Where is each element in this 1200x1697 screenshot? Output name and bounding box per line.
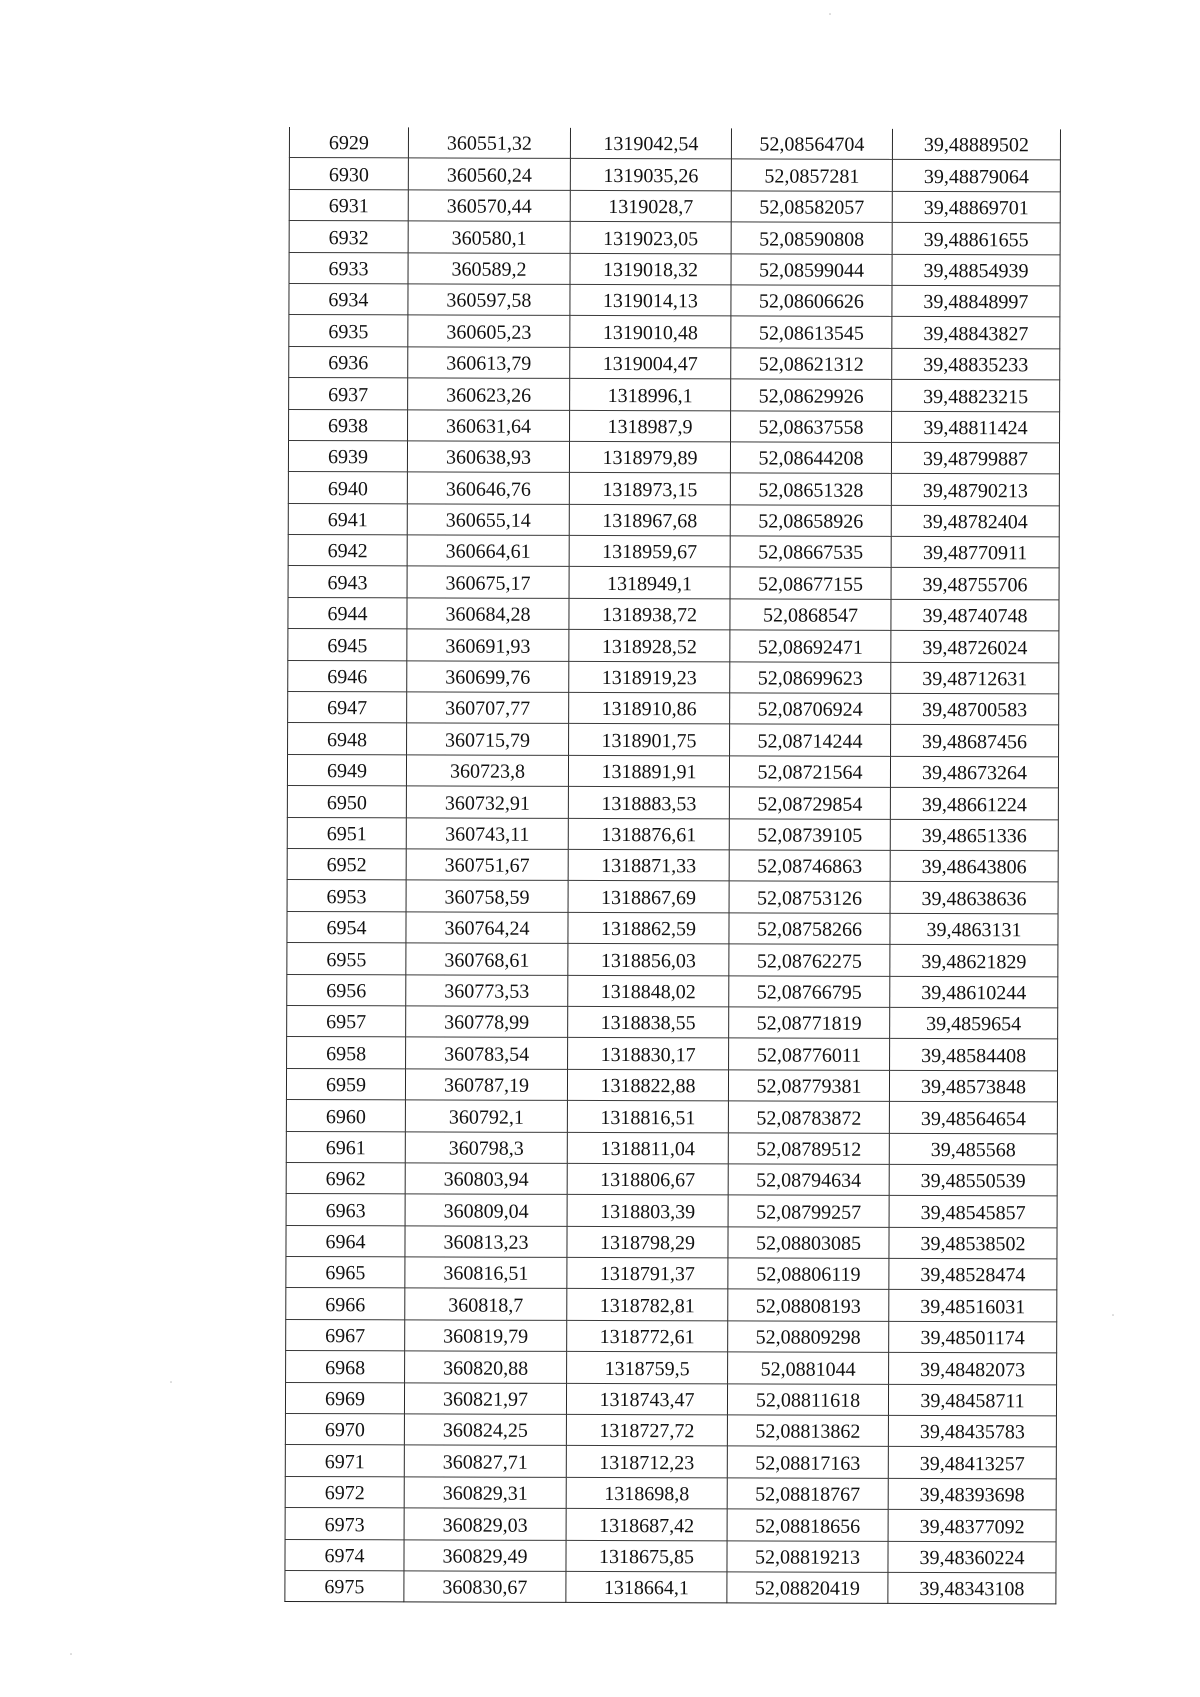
table-row xyxy=(287,754,1058,788)
x-coordinate-cell: 360778,99 xyxy=(406,1006,568,1038)
x-coordinate-cell: 360829,03 xyxy=(404,1508,566,1540)
y-coordinate-cell: 1318996,1 xyxy=(570,379,731,411)
y-coordinate-cell: 1318973,15 xyxy=(569,473,730,505)
point-number-cell: 6947 xyxy=(288,692,407,724)
point-number-cell: 6934 xyxy=(289,283,408,315)
longitude-cell: 39,48377092 xyxy=(888,1510,1056,1542)
latitude-cell: 52,08714244 xyxy=(730,724,891,756)
table-row xyxy=(288,597,1059,631)
point-number-cell: 6960 xyxy=(286,1100,405,1132)
y-coordinate-cell: 1318876,61 xyxy=(568,818,729,850)
latitude-cell: 52,0857281 xyxy=(731,159,892,191)
longitude-cell: 39,48564654 xyxy=(889,1102,1057,1134)
y-coordinate-cell: 1319014,13 xyxy=(570,284,731,316)
latitude-cell: 52,08753126 xyxy=(729,881,890,913)
table-row xyxy=(286,1225,1057,1259)
y-coordinate-cell: 1318848,02 xyxy=(568,975,729,1007)
x-coordinate-cell: 360830,67 xyxy=(404,1571,566,1603)
longitude-cell: 39,48811424 xyxy=(892,411,1060,443)
x-coordinate-cell: 360646,76 xyxy=(407,472,569,504)
x-coordinate-cell: 360827,71 xyxy=(404,1445,566,1477)
y-coordinate-cell: 1318772,61 xyxy=(567,1320,728,1352)
point-number-cell: 6972 xyxy=(285,1476,404,1508)
point-number-cell: 6930 xyxy=(289,158,408,190)
latitude-cell: 52,08806119 xyxy=(728,1258,889,1290)
y-coordinate-cell: 1318919,23 xyxy=(569,661,730,693)
x-coordinate-cell: 360787,19 xyxy=(405,1069,567,1101)
longitude-cell: 39,48790213 xyxy=(891,474,1059,506)
x-coordinate-cell: 360783,54 xyxy=(406,1037,568,1069)
longitude-cell: 39,48687456 xyxy=(891,725,1059,757)
x-coordinate-cell: 360655,14 xyxy=(407,504,569,536)
latitude-cell: 52,08783872 xyxy=(728,1101,889,1133)
table-row xyxy=(288,472,1059,506)
x-coordinate-cell: 360809,04 xyxy=(405,1194,567,1226)
point-number-cell: 6956 xyxy=(287,974,406,1006)
x-coordinate-cell: 360821,97 xyxy=(404,1382,566,1414)
latitude-cell: 52,08729854 xyxy=(729,787,890,819)
latitude-cell: 52,08613545 xyxy=(731,316,892,348)
y-coordinate-cell: 1319035,26 xyxy=(570,159,731,191)
latitude-cell: 52,08582057 xyxy=(731,191,892,223)
table-row xyxy=(288,440,1059,474)
y-coordinate-cell: 1318901,75 xyxy=(569,724,730,756)
point-number-cell: 6940 xyxy=(288,472,407,504)
table-row xyxy=(287,974,1058,1008)
point-number-cell: 6929 xyxy=(289,127,408,158)
point-number-cell: 6970 xyxy=(285,1414,404,1446)
longitude-cell: 39,48782404 xyxy=(891,505,1059,537)
latitude-cell: 52,08621312 xyxy=(731,348,892,380)
latitude-cell: 52,08779381 xyxy=(728,1070,889,1102)
point-number-cell: 6962 xyxy=(286,1162,405,1194)
x-coordinate-cell: 360732,91 xyxy=(406,786,568,818)
point-number-cell: 6954 xyxy=(287,911,406,943)
point-number-cell: 6952 xyxy=(287,848,406,880)
latitude-cell: 52,08817163 xyxy=(727,1446,888,1478)
y-coordinate-cell: 1318803,39 xyxy=(567,1195,728,1227)
point-number-cell: 6936 xyxy=(289,346,408,378)
longitude-cell: 39,48799887 xyxy=(891,442,1059,474)
y-coordinate-cell: 1318687,42 xyxy=(566,1509,727,1541)
latitude-cell: 52,08721564 xyxy=(729,756,890,788)
longitude-cell: 39,48528474 xyxy=(889,1258,1057,1290)
longitude-cell: 39,48573848 xyxy=(889,1070,1057,1102)
point-number-cell: 6942 xyxy=(288,535,407,567)
longitude-cell: 39,48413257 xyxy=(888,1447,1056,1479)
x-coordinate-cell: 360664,61 xyxy=(407,535,569,567)
table-row xyxy=(287,786,1058,820)
point-number-cell: 6935 xyxy=(289,315,408,347)
y-coordinate-cell: 1318791,37 xyxy=(567,1257,728,1289)
table-row xyxy=(287,848,1058,882)
y-coordinate-cell: 1319028,7 xyxy=(570,190,731,222)
latitude-cell: 52,08758266 xyxy=(729,913,890,945)
table-row xyxy=(286,1068,1057,1102)
y-coordinate-cell: 1318759,5 xyxy=(567,1352,728,1384)
latitude-cell: 52,08692471 xyxy=(730,630,891,662)
x-coordinate-cell: 360613,79 xyxy=(408,347,570,379)
table-row xyxy=(288,660,1059,694)
point-number-cell: 6974 xyxy=(285,1539,404,1571)
coordinates-table-body xyxy=(285,127,1061,1604)
point-number-cell: 6951 xyxy=(287,817,406,849)
point-number-cell: 6939 xyxy=(288,440,407,472)
coordinates-table xyxy=(284,127,1061,1605)
point-number-cell: 6963 xyxy=(286,1194,405,1226)
latitude-cell: 52,08813862 xyxy=(727,1415,888,1447)
latitude-cell: 52,08819213 xyxy=(727,1540,888,1572)
table-row xyxy=(286,1162,1057,1196)
table-row xyxy=(286,1100,1057,1134)
y-coordinate-cell: 1318856,03 xyxy=(568,944,729,976)
point-number-cell: 6967 xyxy=(286,1319,405,1351)
longitude-cell: 39,48516031 xyxy=(889,1290,1057,1322)
longitude-cell: 39,48848997 xyxy=(892,285,1060,317)
longitude-cell: 39,485568 xyxy=(889,1133,1057,1165)
longitude-cell: 39,48712631 xyxy=(891,662,1059,694)
y-coordinate-cell: 1318928,52 xyxy=(569,630,730,662)
latitude-cell: 52,08590808 xyxy=(731,222,892,254)
longitude-cell: 39,48501174 xyxy=(889,1321,1057,1353)
longitude-cell: 39,48482073 xyxy=(889,1353,1057,1385)
x-coordinate-cell: 360699,76 xyxy=(407,661,569,693)
x-coordinate-cell: 360570,44 xyxy=(408,190,570,222)
table-row xyxy=(289,346,1060,380)
point-number-cell: 6949 xyxy=(287,754,406,786)
y-coordinate-cell: 1318816,51 xyxy=(567,1100,728,1132)
table-row xyxy=(287,880,1058,914)
x-coordinate-cell: 360631,64 xyxy=(408,409,570,441)
table-row xyxy=(287,817,1058,851)
longitude-cell: 39,48879064 xyxy=(892,160,1060,192)
scan-speck xyxy=(170,1381,172,1383)
longitude-cell: 39,48843827 xyxy=(892,317,1060,349)
point-number-cell: 6961 xyxy=(286,1131,405,1163)
point-number-cell: 6950 xyxy=(287,786,406,818)
table-row xyxy=(289,221,1060,255)
x-coordinate-cell: 360715,79 xyxy=(407,723,569,755)
longitude-cell: 39,48755706 xyxy=(891,568,1059,600)
x-coordinate-cell: 360589,2 xyxy=(408,252,570,284)
y-coordinate-cell: 1318782,81 xyxy=(567,1289,728,1321)
longitude-cell: 39,48700583 xyxy=(891,693,1059,725)
point-number-cell: 6938 xyxy=(289,409,408,441)
x-coordinate-cell: 360820,88 xyxy=(405,1351,567,1383)
point-number-cell: 6937 xyxy=(289,378,408,410)
x-coordinate-cell: 360773,53 xyxy=(406,974,568,1006)
point-number-cell: 6932 xyxy=(289,221,408,253)
table-row xyxy=(286,1257,1057,1291)
longitude-cell: 39,48770911 xyxy=(891,536,1059,568)
latitude-cell: 52,08699623 xyxy=(730,662,891,694)
latitude-cell: 52,08658926 xyxy=(730,505,891,537)
latitude-cell: 52,08599044 xyxy=(731,253,892,285)
y-coordinate-cell: 1318883,53 xyxy=(568,787,729,819)
x-coordinate-cell: 360551,32 xyxy=(408,127,570,158)
table-row xyxy=(289,158,1060,192)
point-number-cell: 6957 xyxy=(287,1005,406,1037)
latitude-cell: 52,08820419 xyxy=(727,1572,888,1604)
table-row xyxy=(289,127,1060,160)
latitude-cell: 52,08799257 xyxy=(728,1195,889,1227)
y-coordinate-cell: 1319023,05 xyxy=(570,222,731,254)
x-coordinate-cell: 360816,51 xyxy=(405,1257,567,1289)
latitude-cell: 52,08762275 xyxy=(729,944,890,976)
x-coordinate-cell: 360605,23 xyxy=(408,315,570,347)
latitude-cell: 52,08789512 xyxy=(728,1132,889,1164)
table-row xyxy=(289,189,1060,223)
x-coordinate-cell: 360723,8 xyxy=(406,755,568,787)
table-row xyxy=(286,1351,1057,1385)
table-row xyxy=(289,283,1060,317)
point-number-cell: 6945 xyxy=(288,629,407,661)
x-coordinate-cell: 360691,93 xyxy=(407,629,569,661)
latitude-cell: 52,08746863 xyxy=(729,850,890,882)
latitude-cell: 52,08606626 xyxy=(731,285,892,317)
table-row xyxy=(288,535,1059,569)
x-coordinate-cell: 360684,28 xyxy=(407,598,569,630)
x-coordinate-cell: 360798,3 xyxy=(405,1131,567,1163)
longitude-cell: 39,4859654 xyxy=(890,1007,1058,1039)
table-row xyxy=(287,943,1058,977)
point-number-cell: 6971 xyxy=(285,1445,404,1477)
y-coordinate-cell: 1318862,59 xyxy=(568,912,729,944)
table-row xyxy=(289,378,1060,412)
table-row xyxy=(285,1539,1056,1573)
latitude-cell: 52,08739105 xyxy=(729,818,890,850)
latitude-cell: 52,0881044 xyxy=(728,1352,889,1384)
longitude-cell: 39,48835233 xyxy=(892,348,1060,380)
longitude-cell: 39,48393698 xyxy=(888,1478,1056,1510)
table-row xyxy=(288,692,1059,726)
table-row xyxy=(286,1131,1057,1165)
longitude-cell: 39,48550539 xyxy=(889,1164,1057,1196)
longitude-cell: 39,48638636 xyxy=(890,882,1058,914)
x-coordinate-cell: 360560,24 xyxy=(408,158,570,190)
table-row xyxy=(286,1319,1057,1353)
table-row xyxy=(288,723,1059,757)
x-coordinate-cell: 360768,61 xyxy=(406,943,568,975)
latitude-cell: 52,08811618 xyxy=(727,1384,888,1416)
point-number-cell: 6966 xyxy=(286,1288,405,1320)
longitude-cell: 39,48621829 xyxy=(890,945,1058,977)
y-coordinate-cell: 1319042,54 xyxy=(570,128,731,159)
latitude-cell: 52,08667535 xyxy=(730,536,891,568)
y-coordinate-cell: 1318712,23 xyxy=(566,1446,727,1478)
y-coordinate-cell: 1318664,1 xyxy=(566,1571,727,1603)
latitude-cell: 52,08706924 xyxy=(730,693,891,725)
table-row xyxy=(289,315,1060,349)
latitude-cell: 52,08809298 xyxy=(728,1321,889,1353)
table-row xyxy=(288,566,1059,600)
table-row xyxy=(288,503,1059,537)
y-coordinate-cell: 1318959,67 xyxy=(569,535,730,567)
table-row xyxy=(286,1194,1057,1228)
y-coordinate-cell: 1318891,91 xyxy=(568,755,729,787)
latitude-cell: 52,08776011 xyxy=(729,1038,890,1070)
y-coordinate-cell: 1319010,48 xyxy=(570,316,731,348)
y-coordinate-cell: 1318830,17 xyxy=(568,1038,729,1070)
x-coordinate-cell: 360792,1 xyxy=(405,1100,567,1132)
x-coordinate-cell: 360818,7 xyxy=(405,1288,567,1320)
latitude-cell: 52,08818656 xyxy=(727,1509,888,1541)
point-number-cell: 6969 xyxy=(285,1382,404,1414)
longitude-cell: 39,48538502 xyxy=(889,1227,1057,1259)
y-coordinate-cell: 1318979,89 xyxy=(569,441,730,473)
table-row xyxy=(287,1005,1058,1039)
latitude-cell: 52,08794634 xyxy=(728,1164,889,1196)
x-coordinate-cell: 360638,93 xyxy=(407,441,569,473)
table-row xyxy=(285,1414,1056,1448)
longitude-cell: 39,4863131 xyxy=(890,913,1058,945)
longitude-cell: 39,48726024 xyxy=(891,631,1059,663)
point-number-cell: 6965 xyxy=(286,1257,405,1289)
table-row xyxy=(285,1382,1056,1416)
x-coordinate-cell: 360597,58 xyxy=(408,284,570,316)
longitude-cell: 39,48673264 xyxy=(890,756,1058,788)
point-number-cell: 6944 xyxy=(288,597,407,629)
y-coordinate-cell: 1318811,04 xyxy=(567,1132,728,1164)
latitude-cell: 52,08629926 xyxy=(731,379,892,411)
y-coordinate-cell: 1318822,88 xyxy=(567,1069,728,1101)
longitude-cell: 39,48869701 xyxy=(892,191,1060,223)
latitude-cell: 52,08564704 xyxy=(731,128,892,159)
y-coordinate-cell: 1319004,47 xyxy=(570,347,731,379)
y-coordinate-cell: 1318838,55 xyxy=(568,1006,729,1038)
longitude-cell: 39,48545857 xyxy=(889,1196,1057,1228)
y-coordinate-cell: 1318867,69 xyxy=(568,881,729,913)
x-coordinate-cell: 360829,49 xyxy=(404,1539,566,1571)
longitude-cell: 39,48661224 xyxy=(890,788,1058,820)
point-number-cell: 6946 xyxy=(288,660,407,692)
y-coordinate-cell: 1318675,85 xyxy=(566,1540,727,1572)
longitude-cell: 39,48610244 xyxy=(890,976,1058,1008)
point-number-cell: 6975 xyxy=(285,1570,404,1602)
latitude-cell: 52,08651328 xyxy=(730,473,891,505)
table-row xyxy=(289,409,1060,443)
latitude-cell: 52,08771819 xyxy=(729,1007,890,1039)
y-coordinate-cell: 1318698,8 xyxy=(566,1477,727,1509)
table-row xyxy=(285,1508,1056,1542)
latitude-cell: 52,08677155 xyxy=(730,567,891,599)
longitude-cell: 39,48435783 xyxy=(888,1415,1056,1447)
point-number-cell: 6931 xyxy=(289,189,408,221)
point-number-cell: 6959 xyxy=(286,1068,405,1100)
scan-speck xyxy=(70,1653,72,1655)
point-number-cell: 6948 xyxy=(288,723,407,755)
latitude-cell: 52,08808193 xyxy=(728,1289,889,1321)
y-coordinate-cell: 1318949,1 xyxy=(569,567,730,599)
point-number-cell: 6941 xyxy=(288,503,407,535)
point-number-cell: 6955 xyxy=(287,943,406,975)
latitude-cell: 52,0868547 xyxy=(730,599,891,631)
y-coordinate-cell: 1318871,33 xyxy=(568,849,729,881)
latitude-cell: 52,08803085 xyxy=(728,1227,889,1259)
longitude-cell: 39,48861655 xyxy=(892,223,1060,255)
latitude-cell: 52,08644208 xyxy=(730,442,891,474)
x-coordinate-cell: 360824,25 xyxy=(404,1414,566,1446)
x-coordinate-cell: 360803,94 xyxy=(405,1163,567,1195)
x-coordinate-cell: 360580,1 xyxy=(408,221,570,253)
y-coordinate-cell: 1318743,47 xyxy=(566,1383,727,1415)
table-row xyxy=(289,252,1060,286)
x-coordinate-cell: 360764,24 xyxy=(406,912,568,944)
table-row xyxy=(287,1037,1058,1071)
longitude-cell: 39,48584408 xyxy=(890,1039,1058,1071)
y-coordinate-cell: 1318938,72 xyxy=(569,598,730,630)
longitude-cell: 39,48823215 xyxy=(892,380,1060,412)
longitude-cell: 39,48889502 xyxy=(892,129,1060,160)
longitude-cell: 39,48343108 xyxy=(888,1572,1056,1604)
table-row xyxy=(288,629,1059,663)
point-number-cell: 6958 xyxy=(287,1037,406,1069)
longitude-cell: 39,48740748 xyxy=(891,599,1059,631)
scan-speck xyxy=(829,13,831,15)
table-row xyxy=(285,1445,1056,1479)
table-row xyxy=(285,1476,1056,1510)
scan-speck xyxy=(1112,1314,1114,1316)
point-number-cell: 6973 xyxy=(285,1508,404,1540)
x-coordinate-cell: 360707,77 xyxy=(407,692,569,724)
y-coordinate-cell: 1318798,29 xyxy=(567,1226,728,1258)
latitude-cell: 52,08818767 xyxy=(727,1478,888,1510)
table-row xyxy=(285,1570,1056,1604)
latitude-cell: 52,08637558 xyxy=(731,410,892,442)
point-number-cell: 6968 xyxy=(286,1351,405,1383)
point-number-cell: 6953 xyxy=(287,880,406,912)
table-row xyxy=(286,1288,1057,1322)
table-row xyxy=(287,911,1058,945)
point-number-cell: 6943 xyxy=(288,566,407,598)
longitude-cell: 39,48360224 xyxy=(888,1541,1056,1573)
x-coordinate-cell: 360743,11 xyxy=(406,817,568,849)
x-coordinate-cell: 360758,59 xyxy=(406,880,568,912)
point-number-cell: 6964 xyxy=(286,1225,405,1257)
longitude-cell: 39,48643806 xyxy=(890,850,1058,882)
y-coordinate-cell: 1318967,68 xyxy=(569,504,730,536)
y-coordinate-cell: 1318987,9 xyxy=(570,410,731,442)
longitude-cell: 39,48651336 xyxy=(890,819,1058,851)
y-coordinate-cell: 1318910,86 xyxy=(569,692,730,724)
x-coordinate-cell: 360623,26 xyxy=(408,378,570,410)
x-coordinate-cell: 360813,23 xyxy=(405,1226,567,1258)
y-coordinate-cell: 1318727,72 xyxy=(566,1414,727,1446)
y-coordinate-cell: 1319018,32 xyxy=(570,253,731,285)
x-coordinate-cell: 360675,17 xyxy=(407,566,569,598)
longitude-cell: 39,48458711 xyxy=(888,1384,1056,1416)
x-coordinate-cell: 360829,31 xyxy=(404,1477,566,1509)
longitude-cell: 39,48854939 xyxy=(892,254,1060,286)
y-coordinate-cell: 1318806,67 xyxy=(567,1163,728,1195)
x-coordinate-cell: 360819,79 xyxy=(405,1320,567,1352)
latitude-cell: 52,08766795 xyxy=(729,975,890,1007)
x-coordinate-cell: 360751,67 xyxy=(406,849,568,881)
point-number-cell: 6933 xyxy=(289,252,408,284)
